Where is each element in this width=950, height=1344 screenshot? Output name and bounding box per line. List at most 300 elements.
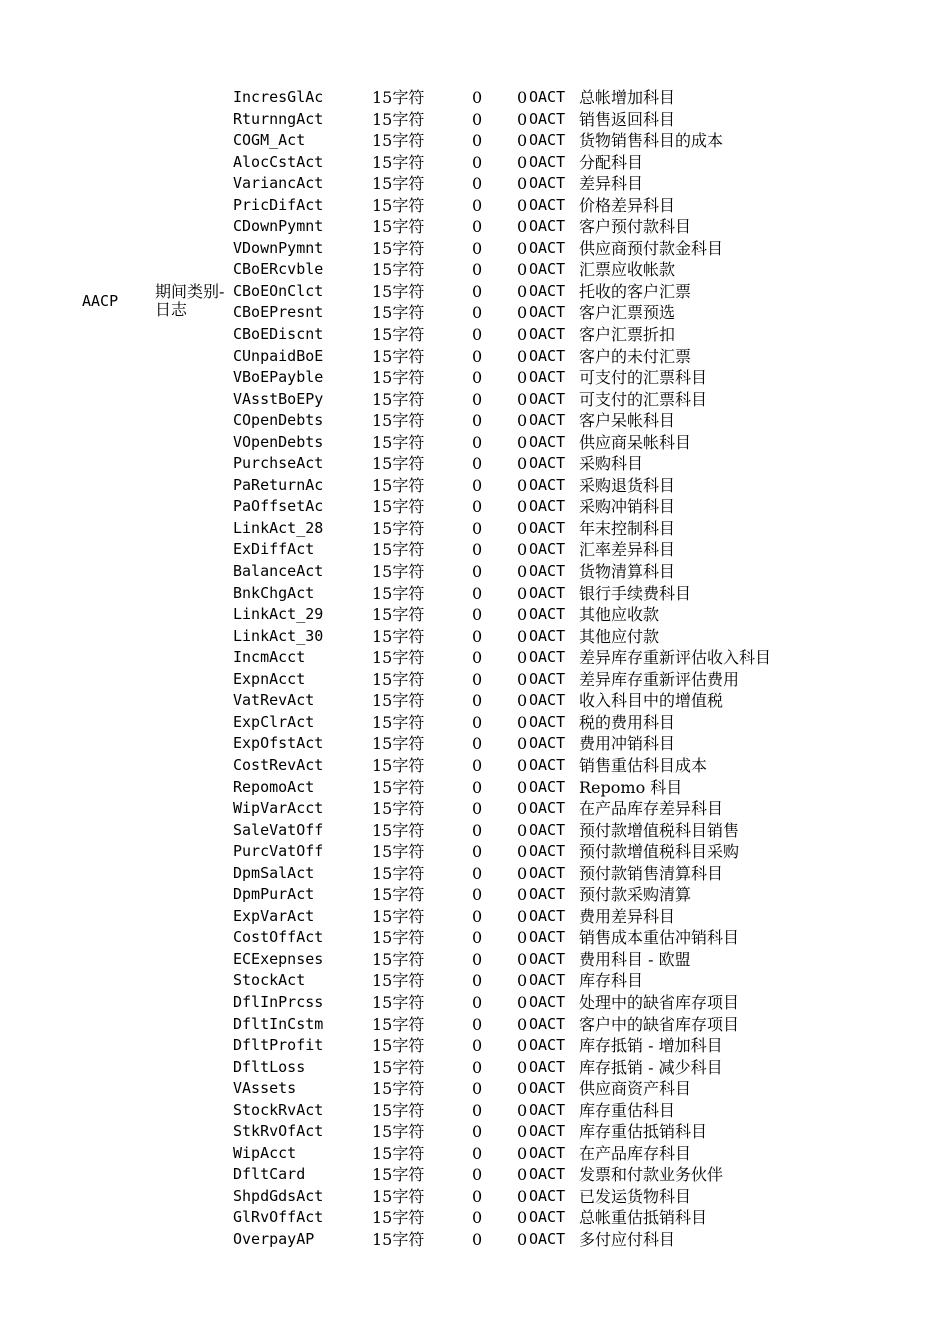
field-type: 15字符	[372, 799, 425, 819]
table-row	[233, 302, 933, 324]
field-description: 客户呆帐科目	[579, 411, 676, 431]
field-type: 15字符	[372, 1100, 425, 1120]
field-value-a: 0	[472, 648, 483, 668]
field-value-b: 0	[517, 109, 528, 129]
table-name: AACP	[82, 292, 119, 310]
field-description: 收入科目中的增值税	[579, 691, 724, 711]
table-row	[233, 453, 933, 475]
field-name: ECExepnses	[233, 949, 324, 968]
linked-object: OACT	[529, 842, 566, 861]
field-description: 预付款销售清算科目	[579, 863, 724, 883]
table-row	[233, 152, 933, 174]
table-row	[233, 777, 933, 799]
field-name: WipVarAcct	[233, 799, 324, 818]
field-name: ExpVarAct	[233, 906, 315, 925]
field-value-a: 0	[472, 325, 483, 345]
field-type: 15字符	[372, 411, 425, 431]
field-value-b: 0	[517, 605, 528, 625]
field-description: 货物销售科目的成本	[579, 131, 724, 151]
linked-object: OACT	[529, 992, 566, 1011]
field-value-b: 0	[517, 562, 528, 582]
field-name: VariancAct	[233, 174, 324, 193]
linked-object: OACT	[529, 691, 566, 710]
field-description: 总帐增加科目	[579, 88, 676, 107]
field-value-a: 0	[472, 928, 483, 948]
field-value-b: 0	[517, 928, 528, 948]
field-type: 15字符	[372, 389, 425, 409]
field-value-b: 0	[517, 325, 528, 345]
field-name: ExpnAcct	[233, 669, 306, 688]
field-value-a: 0	[472, 1100, 483, 1120]
linked-object: OACT	[529, 1057, 566, 1076]
table-row	[233, 690, 933, 712]
linked-object: OACT	[529, 454, 566, 473]
field-type: 15字符	[372, 777, 425, 797]
linked-object: OACT	[529, 949, 566, 968]
field-value-a: 0	[472, 734, 483, 754]
field-description: 在产品库存差异科目	[579, 799, 724, 819]
field-value-b: 0	[517, 906, 528, 926]
field-description: 差异库存重新评估费用	[579, 669, 740, 689]
table-row	[233, 841, 933, 863]
field-description: 银行手续费科目	[579, 583, 692, 603]
table-row	[233, 669, 933, 691]
field-name: VAssets	[233, 1079, 297, 1098]
field-name: LinkAct_28	[233, 518, 324, 537]
field-value-b: 0	[517, 238, 528, 258]
table-row	[233, 496, 933, 518]
field-name: DfltLoss	[233, 1057, 306, 1076]
field-value-b: 0	[517, 497, 528, 517]
field-value-b: 0	[517, 1036, 528, 1056]
field-value-b: 0	[517, 863, 528, 883]
field-value-a: 0	[472, 669, 483, 689]
field-value-b: 0	[517, 583, 528, 603]
field-type: 15字符	[372, 109, 425, 129]
field-type: 15字符	[372, 540, 425, 560]
field-value-a: 0	[472, 1122, 483, 1142]
field-description: 销售返回科目	[579, 109, 676, 129]
field-description: 客户汇票折扣	[579, 325, 676, 345]
field-value-a: 0	[472, 1143, 483, 1163]
field-name: AlocCstAct	[233, 152, 324, 171]
field-name: CDownPymnt	[233, 217, 324, 236]
field-value-b: 0	[517, 1186, 528, 1206]
field-type: 15字符	[372, 475, 425, 495]
field-type: 15字符	[372, 1079, 425, 1099]
table-row	[233, 992, 933, 1014]
field-value-b: 0	[517, 174, 528, 194]
field-type: 15字符	[372, 325, 425, 345]
field-name: BnkChgAct	[233, 583, 315, 602]
field-type: 15字符	[372, 432, 425, 452]
field-value-b: 0	[517, 475, 528, 495]
field-value-b: 0	[517, 799, 528, 819]
field-type: 15字符	[372, 303, 425, 323]
table-row	[233, 884, 933, 906]
field-name: RepomoAct	[233, 777, 315, 796]
field-value-a: 0	[472, 1229, 483, 1249]
field-value-b: 0	[517, 432, 528, 452]
linked-object: OACT	[529, 562, 566, 581]
field-description: 其他应付款	[579, 626, 660, 646]
field-type: 15字符	[372, 691, 425, 711]
field-type: 15字符	[372, 842, 425, 862]
field-value-b: 0	[517, 1122, 528, 1142]
field-value-a: 0	[472, 820, 483, 840]
field-value-b: 0	[517, 1079, 528, 1099]
field-description: 年末控制科目	[579, 518, 676, 538]
field-type: 15字符	[372, 195, 425, 215]
field-table	[233, 87, 933, 1251]
field-description: 汇票应收帐款	[579, 260, 676, 280]
field-description: 托收的客户汇票	[579, 281, 692, 301]
field-name: CBoEPresnt	[233, 303, 324, 322]
field-name: CostRevAct	[233, 755, 324, 774]
field-value-a: 0	[472, 1079, 483, 1099]
linked-object: OACT	[529, 885, 566, 904]
field-value-a: 0	[472, 540, 483, 560]
field-value-b: 0	[517, 260, 528, 280]
field-name: DfltInCstm	[233, 1014, 324, 1033]
linked-object: OACT	[529, 346, 566, 365]
field-description: 客户中的缺省库存项目	[579, 1014, 740, 1034]
table-row	[233, 87, 933, 109]
field-type: 15字符	[372, 669, 425, 689]
field-value-b: 0	[517, 712, 528, 732]
field-description: 客户的未付汇票	[579, 346, 692, 366]
field-value-a: 0	[472, 389, 483, 409]
field-name: ExpOfstAct	[233, 734, 324, 753]
linked-object: OACT	[529, 109, 566, 128]
field-value-a: 0	[472, 1165, 483, 1185]
field-value-a: 0	[472, 217, 483, 237]
field-type: 15字符	[372, 1143, 425, 1163]
field-type: 15字符	[372, 1208, 425, 1228]
field-value-b: 0	[517, 411, 528, 431]
table-row	[233, 820, 933, 842]
field-name: CBoEDiscnt	[233, 325, 324, 344]
field-value-b: 0	[517, 303, 528, 323]
field-name: DpmSalAct	[233, 863, 315, 882]
field-description: 汇率差异科目	[579, 540, 676, 560]
table-row	[233, 367, 933, 389]
field-type: 15字符	[372, 1186, 425, 1206]
field-name: StockAct	[233, 971, 306, 990]
field-description: 总帐重估抵销科目	[579, 1208, 708, 1228]
field-type: 15字符	[372, 820, 425, 840]
field-name: DfltCard	[233, 1165, 306, 1184]
linked-object: OACT	[529, 971, 566, 990]
field-description: 差异科目	[579, 174, 644, 194]
field-description: 采购冲销科目	[579, 497, 676, 517]
table-row	[233, 1164, 933, 1186]
field-value-b: 0	[517, 669, 528, 689]
field-value-b: 0	[517, 626, 528, 646]
linked-object: OACT	[529, 281, 566, 300]
linked-object: OACT	[529, 1229, 566, 1248]
field-description: 库存重估科目	[579, 1100, 676, 1120]
linked-object: OACT	[529, 820, 566, 839]
field-value-b: 0	[517, 1100, 528, 1120]
table-row	[233, 389, 933, 411]
field-description: 销售重估科目成本	[579, 755, 708, 775]
field-type: 15字符	[372, 583, 425, 603]
field-description: 库存科目	[579, 971, 644, 991]
field-type: 15字符	[372, 1014, 425, 1034]
linked-object: OACT	[529, 863, 566, 882]
table-row	[233, 583, 933, 605]
field-name: PricDifAct	[233, 195, 324, 214]
field-type: 15字符	[372, 885, 425, 905]
field-name: CUnpaidBoE	[233, 346, 324, 365]
table-row	[233, 604, 933, 626]
field-type: 15字符	[372, 217, 425, 237]
field-name: WipAcct	[233, 1143, 297, 1162]
table-row	[233, 561, 933, 583]
table-row	[233, 647, 933, 669]
field-value-b: 0	[517, 540, 528, 560]
field-value-a: 0	[472, 497, 483, 517]
field-type: 15字符	[372, 281, 425, 301]
table-row	[233, 906, 933, 928]
table-row	[233, 1229, 933, 1251]
field-value-b: 0	[517, 777, 528, 797]
field-name: VAsstBoEPy	[233, 389, 324, 408]
field-value-b: 0	[517, 648, 528, 668]
linked-object: OACT	[529, 777, 566, 796]
linked-object: OACT	[529, 540, 566, 559]
linked-object: OACT	[529, 238, 566, 257]
linked-object: OACT	[529, 518, 566, 537]
field-type: 15字符	[372, 992, 425, 1012]
linked-object: OACT	[529, 799, 566, 818]
field-type: 15字符	[372, 174, 425, 194]
field-description: 发票和付款业务伙伴	[579, 1165, 724, 1185]
table-row	[233, 346, 933, 368]
linked-object: OACT	[529, 1079, 566, 1098]
field-description: 库存抵销 - 增加科目	[579, 1036, 723, 1056]
field-value-b: 0	[517, 1014, 528, 1034]
field-value-a: 0	[472, 992, 483, 1012]
field-value-b: 0	[517, 368, 528, 388]
field-value-b: 0	[517, 734, 528, 754]
field-description: 差异库存重新评估收入科目	[579, 648, 772, 668]
field-description: 销售成本重估冲销科目	[579, 928, 740, 948]
table-row	[233, 432, 933, 454]
linked-object: OACT	[529, 368, 566, 387]
field-description: 可支付的汇票科目	[579, 368, 708, 388]
field-name: SaleVatOff	[233, 820, 324, 839]
field-type: 15字符	[372, 1165, 425, 1185]
field-name: VatRevAct	[233, 691, 315, 710]
table-row	[233, 863, 933, 885]
field-description: 客户汇票预选	[579, 303, 676, 323]
field-name: COpenDebts	[233, 411, 324, 430]
field-description: 处理中的缺省库存项目	[579, 992, 740, 1012]
field-description: 费用冲销科目	[579, 734, 676, 754]
field-type: 15字符	[372, 906, 425, 926]
table-row	[233, 1143, 933, 1165]
field-name: GlRvOffAct	[233, 1208, 324, 1227]
linked-object: OACT	[529, 712, 566, 731]
table-row	[233, 109, 933, 131]
field-description: 库存抵销 - 减少科目	[579, 1057, 723, 1077]
field-name: VDownPymnt	[233, 238, 324, 257]
linked-object: OACT	[529, 389, 566, 408]
linked-object: OACT	[529, 626, 566, 645]
linked-object: OACT	[529, 432, 566, 451]
field-value-a: 0	[472, 303, 483, 323]
field-description: 采购退货科目	[579, 475, 676, 495]
field-description: 供应商预付款金科目	[579, 238, 724, 258]
field-value-b: 0	[517, 346, 528, 366]
field-value-b: 0	[517, 842, 528, 862]
field-value-a: 0	[472, 281, 483, 301]
field-type: 15字符	[372, 260, 425, 280]
field-value-a: 0	[472, 626, 483, 646]
field-value-b: 0	[517, 1229, 528, 1249]
table-row	[233, 281, 933, 303]
field-value-a: 0	[472, 885, 483, 905]
field-value-a: 0	[472, 195, 483, 215]
field-name: CBoERcvble	[233, 260, 324, 279]
field-value-a: 0	[472, 109, 483, 129]
field-value-b: 0	[517, 389, 528, 409]
field-name: IncresGlAc	[233, 88, 324, 106]
linked-object: OACT	[529, 195, 566, 214]
table-row	[233, 970, 933, 992]
field-type: 15字符	[372, 949, 425, 969]
field-description: 采购科目	[579, 454, 644, 474]
field-value-a: 0	[472, 1208, 483, 1228]
field-value-a: 0	[472, 777, 483, 797]
table-row	[233, 324, 933, 346]
field-description: Repomo 科目	[579, 777, 683, 797]
linked-object: OACT	[529, 303, 566, 322]
table-row	[233, 927, 933, 949]
field-name: ExpClrAct	[233, 712, 315, 731]
field-value-a: 0	[472, 562, 483, 582]
linked-object: OACT	[529, 411, 566, 430]
linked-object: OACT	[529, 497, 566, 516]
field-value-a: 0	[472, 906, 483, 926]
field-value-a: 0	[472, 432, 483, 452]
table-row	[233, 195, 933, 217]
field-type: 15字符	[372, 497, 425, 517]
table-row	[233, 216, 933, 238]
field-name: PurcVatOff	[233, 842, 324, 861]
table-row	[233, 1121, 933, 1143]
table-row	[233, 539, 933, 561]
field-name: LinkAct_29	[233, 605, 324, 624]
table-row	[233, 259, 933, 281]
field-description: 费用差异科目	[579, 906, 676, 926]
table-row	[233, 410, 933, 432]
field-name: OverpayAP	[233, 1229, 315, 1248]
field-name: StockRvAct	[233, 1100, 324, 1119]
linked-object: OACT	[529, 1143, 566, 1162]
linked-object: OACT	[529, 906, 566, 925]
linked-object: OACT	[529, 131, 566, 150]
field-description: 多付应付科目	[579, 1229, 676, 1249]
field-value-a: 0	[472, 842, 483, 862]
field-description: 预付款增值税科目销售	[579, 820, 740, 840]
field-type: 15字符	[372, 368, 425, 388]
table-row	[233, 755, 933, 777]
field-value-b: 0	[517, 131, 528, 151]
table-row	[233, 1100, 933, 1122]
field-value-b: 0	[517, 1143, 528, 1163]
field-value-a: 0	[472, 1186, 483, 1206]
field-name: ExDiffAct	[233, 540, 315, 559]
linked-object: OACT	[529, 1165, 566, 1184]
field-type: 15字符	[372, 1036, 425, 1056]
table-row	[233, 1078, 933, 1100]
field-value-a: 0	[472, 260, 483, 280]
field-description: 供应商资产科目	[579, 1079, 692, 1099]
table-row	[233, 733, 933, 755]
field-value-a: 0	[472, 1014, 483, 1034]
field-value-b: 0	[517, 1165, 528, 1185]
table-row	[233, 518, 933, 540]
field-value-a: 0	[472, 518, 483, 538]
field-value-b: 0	[517, 1208, 528, 1228]
field-value-b: 0	[517, 518, 528, 538]
field-value-b: 0	[517, 88, 528, 107]
field-value-a: 0	[472, 1057, 483, 1077]
table-row	[233, 1014, 933, 1036]
field-type: 15字符	[372, 1057, 425, 1077]
field-description: 已发运货物科目	[579, 1186, 692, 1206]
linked-object: OACT	[529, 217, 566, 236]
linked-object: OACT	[529, 325, 566, 344]
field-type: 15字符	[372, 152, 425, 172]
linked-object: OACT	[529, 1122, 566, 1141]
field-value-b: 0	[517, 992, 528, 1012]
linked-object: OACT	[529, 1186, 566, 1205]
field-type: 15字符	[372, 346, 425, 366]
field-name: LinkAct_30	[233, 626, 324, 645]
field-type: 15字符	[372, 131, 425, 151]
field-description: 货物清算科目	[579, 562, 676, 582]
field-value-b: 0	[517, 949, 528, 969]
field-value-a: 0	[472, 454, 483, 474]
table-row	[233, 1186, 933, 1208]
table-row	[233, 1035, 933, 1057]
field-name: DfltProfit	[233, 1036, 324, 1055]
field-value-a: 0	[472, 1036, 483, 1056]
field-value-a: 0	[472, 863, 483, 883]
field-type: 15字符	[372, 562, 425, 582]
field-type: 15字符	[372, 863, 425, 883]
field-type: 15字符	[372, 626, 425, 646]
table-row	[233, 1207, 933, 1229]
field-value-b: 0	[517, 195, 528, 215]
field-value-a: 0	[472, 691, 483, 711]
field-name: PaOffsetAc	[233, 497, 324, 516]
field-value-a: 0	[472, 152, 483, 172]
linked-object: OACT	[529, 648, 566, 667]
table-row	[233, 173, 933, 195]
field-value-a: 0	[472, 799, 483, 819]
field-type: 15字符	[372, 1229, 425, 1249]
field-type: 15字符	[372, 518, 425, 538]
table-row	[233, 626, 933, 648]
field-value-a: 0	[472, 238, 483, 258]
field-name: CostOffAct	[233, 928, 324, 947]
linked-object: OACT	[529, 152, 566, 171]
